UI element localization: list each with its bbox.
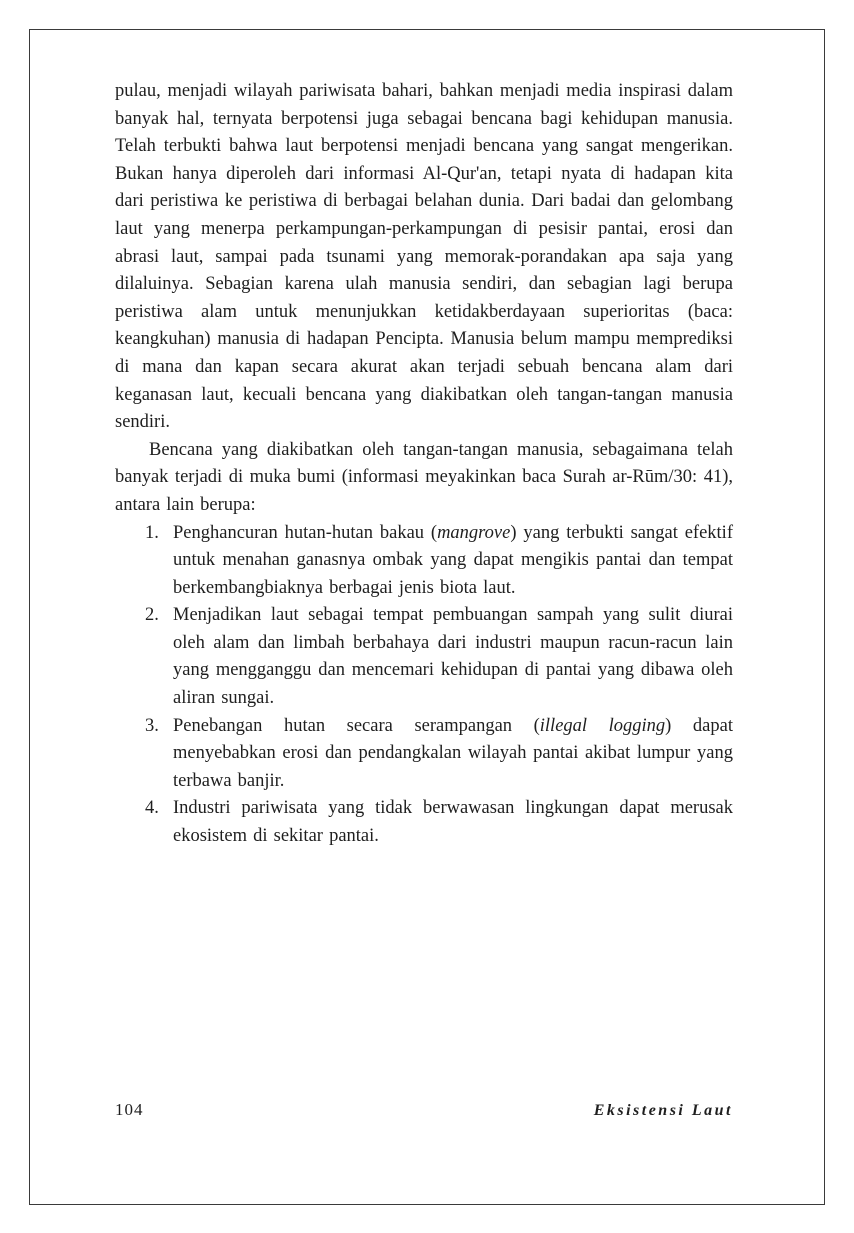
list-text-segment: Penebangan hutan secara serampangan (	[173, 715, 540, 736]
list-item-3	[145, 713, 733, 796]
list-item-text	[173, 602, 733, 712]
list-text-segment: Menjadikan laut sebagai tempat pembuangan sampah yang sulit diurai oleh alam dan limbah berbahaya dari industri maupun racun-racun lain yang mengganggu dan mencemari kehidupan di pantai yang dibawa oleh aliran sungai.	[173, 605, 733, 709]
list-number: 2.	[145, 605, 159, 626]
list-text-segment: ) dapat menyebabkan erosi dan pendangkalan wilayah pantai akibat lumpur yang terbawa banjir.	[173, 715, 733, 791]
list-text-segment: Industri pariwisata yang tidak berwawasan lingkungan dapat merusak ekosistem di sekitar pantai.	[173, 798, 733, 847]
list-item-text	[173, 713, 733, 796]
list-item-text	[173, 520, 733, 603]
page-content	[115, 78, 733, 851]
paragraph-intro-list: Bencana yang diakibatkan oleh tangan-tangan manusia, sebagaimana telah banyak terjadi di muka bumi (informasi meyakinkan baca Surah ar-Rūm/30: 41), antara lain berupa:	[115, 439, 733, 515]
list-item-1	[145, 520, 733, 603]
list-text-segment: ) yang terbukti sangat efektif untuk menahan ganasnya ombak yang dapat mengikis pantai dan tempat berkembangbiaknya berbagai jenis biota laut.	[173, 522, 733, 598]
italic-term: illegal logging	[539, 715, 666, 736]
list-number: 4.	[145, 798, 159, 819]
list-item-2	[145, 602, 733, 712]
list-number: 3.	[145, 715, 159, 736]
list-text-segment: Penghancuran hutan-hutan bakau (	[173, 522, 438, 543]
page-number: 104	[115, 1100, 144, 1119]
list-item-text	[173, 795, 733, 850]
list-number: 1.	[145, 522, 159, 543]
numbered-list	[145, 520, 733, 851]
italic-term: mangrove	[437, 522, 511, 543]
list-item-4	[145, 795, 733, 850]
page-footer	[115, 1100, 733, 1120]
paragraph-continuation: pulau, menjadi wilayah pariwisata bahari, bahkan menjadi media inspirasi dalam banyak hal, ternyata berpotensi juga sebagai bencana bagi kehidupan manusia. Telah terbukti bahwa laut berpotensi menjadi bencana yang sangat mengerikan. Bukan hanya diperoleh dari informasi Al-Qur'an, tetapi nyata di hadapan kita dari peristiwa ke peristiwa di berbagai belahan dunia. Dari badai dan gelombang laut yang menerpa perkampungan-perkampungan di pesisir pantai, erosi dan abrasi laut, sampai pada tsunami yang memorak-porandakan apa saja yang dilaluinya. Sebagian karena ulah manusia sendiri, dan sebagian lagi berupa peristiwa alam untuk menunjukkan ketidakberdayaan superioritas (baca: keangkuhan) manusia di hadapan Pencipta. Manusia belum mampu memprediksi di mana dan kapan secara akurat akan terjadi sebuah bencana alam dari keganasan laut, kecuali bencana yang diakibatkan oleh tangan-tangan manusia sendiri.	[115, 81, 733, 433]
running-title: Eksistensi Laut	[593, 1102, 733, 1119]
